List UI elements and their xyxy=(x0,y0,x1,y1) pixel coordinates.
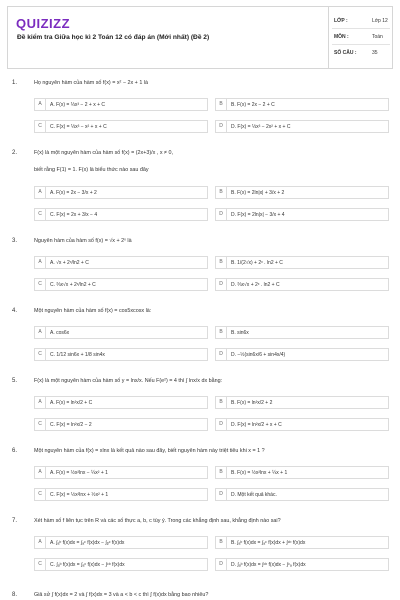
question-number: 4. xyxy=(12,308,18,314)
option-a[interactable] xyxy=(34,186,208,199)
option-letter: C xyxy=(35,419,46,430)
option-letter: B xyxy=(216,467,227,478)
option-letter: D xyxy=(216,121,227,132)
meta-subject-label: MÔN : xyxy=(334,34,349,40)
question-text: Một nguyên hàm của f(x) = xlnx là kết quả nào sau đây, biết nguyên hàm này triệt tiêu khi x = 1 ? xyxy=(34,448,265,454)
option-c[interactable] xyxy=(34,120,208,133)
option-letter: B xyxy=(216,99,227,110)
option-letter: A xyxy=(35,99,46,110)
option-d[interactable] xyxy=(215,348,389,361)
question-text-line-2: biết rằng F(1) = 1. F(x) là biểu thức nào sau đây xyxy=(34,167,149,173)
option-b[interactable] xyxy=(215,466,389,479)
option-letter: B xyxy=(216,257,227,268)
question-number: 5. xyxy=(12,378,18,384)
option-text: D. F(x) = ln²x/2 + x + C xyxy=(231,422,282,428)
option-text: C. ∫ₐᵇ f(x)dx = ∫ₐᶜ f(x)dx − ∫ᶜᵇ f(x)dx xyxy=(50,562,125,568)
option-text: D. −½(sin6x/6 + sin4x/4) xyxy=(231,352,286,358)
question-number: 3. xyxy=(12,238,18,244)
quizizz-logo: QUIZIZZ xyxy=(16,16,71,31)
option-text: C. ⅔x√x + 2ˣ/ln2 + C xyxy=(50,282,96,288)
option-letter: D xyxy=(216,559,227,570)
question-number: 1. xyxy=(12,80,18,86)
option-letter: B xyxy=(216,327,227,338)
question-text: Giả sử ∫ f(x)dx = 2 và ∫ f(x)dx = 3 và a < b < c thì ∫ f(x)dx bằng bao nhiêu? xyxy=(34,592,209,598)
option-letter: D xyxy=(216,419,227,430)
option-d[interactable] xyxy=(215,418,389,431)
option-text: C. F(x) = ⅓x³ − x² + x + C xyxy=(50,124,107,130)
option-b[interactable] xyxy=(215,326,389,339)
option-c[interactable] xyxy=(34,418,208,431)
meta-class-value: Lớp 12 xyxy=(372,18,388,24)
meta-count-label: SỐ CÂU : xyxy=(334,50,357,56)
option-letter: D xyxy=(216,489,227,500)
option-c[interactable] xyxy=(34,558,208,571)
meta-class-label: LỚP : xyxy=(334,18,348,24)
meta-count-value: 35 xyxy=(372,50,378,56)
option-c[interactable] xyxy=(34,488,208,501)
question-text: Xét hàm số f liên tục trên R và các số thực a, b, c tùy ý. Trong các khẳng định sau, khẳng định nào sai? xyxy=(34,518,281,524)
option-text: C. F(x) = 2x + 3/x − 4 xyxy=(50,212,98,218)
option-text: D. F(x) = ⅓x³ − 2x² + x + C xyxy=(231,124,291,130)
question-text: F(x) là một nguyên hàm của hàm số f(x) = (2x+3)/x , x ≠ 0, xyxy=(34,150,173,156)
option-text: A. F(x) = ln²x/2 + C xyxy=(50,400,93,406)
option-b[interactable] xyxy=(215,536,389,549)
option-text: B. F(x) = ½x²lnx + ¼x + 1 xyxy=(231,470,288,476)
option-text: B. F(x) = 2x − 2 + C xyxy=(231,102,275,108)
option-a[interactable] xyxy=(34,396,208,409)
option-letter: C xyxy=(35,489,46,500)
option-a[interactable] xyxy=(34,536,208,549)
option-text: A. ∫ₐᵇ f(x)dx = ∫ₐᶜ f(x)dx − ∫ᵦᶜ f(x)dx xyxy=(50,540,125,546)
option-letter: C xyxy=(35,349,46,360)
option-d[interactable] xyxy=(215,278,389,291)
option-d[interactable] xyxy=(215,120,389,133)
question-text: Nguyên hàm của hàm số f(x) = √x + 2ˣ là xyxy=(34,238,132,244)
option-d[interactable] xyxy=(215,488,389,501)
option-text: D. F(x) = 2ln|x| − 3/x + 4 xyxy=(231,212,285,218)
meta-class-row xyxy=(330,13,392,29)
option-a[interactable] xyxy=(34,326,208,339)
option-letter: C xyxy=(35,209,46,220)
option-text: D. ∫ₐᵇ f(x)dx = ∫ᶜᵇ f(x)dx − ∫ᶜₐ f(x)dx xyxy=(231,562,306,568)
option-letter: D xyxy=(216,349,227,360)
option-d[interactable] xyxy=(215,208,389,221)
question-number: 2. xyxy=(12,150,18,156)
option-letter: A xyxy=(35,537,46,548)
option-c[interactable] xyxy=(34,208,208,221)
option-a[interactable] xyxy=(34,466,208,479)
option-text: B. F(x) = ln²x/2 + 2 xyxy=(231,400,273,406)
option-a[interactable] xyxy=(34,98,208,111)
option-text: C. F(x) = ½x²lnx + ½x² + 1 xyxy=(50,492,109,498)
meta-divider xyxy=(328,7,329,68)
option-text: D. Một kết quả khác. xyxy=(231,492,277,498)
option-text: A. F(x) = ⅓x³ − 2 + x + C xyxy=(50,102,106,108)
option-text: C. F(x) = ln²x/2 − 2 xyxy=(50,422,92,428)
option-letter: A xyxy=(35,397,46,408)
option-text: B. sin6x xyxy=(231,330,249,336)
option-c[interactable] xyxy=(34,348,208,361)
option-letter: C xyxy=(35,279,46,290)
question-text: Họ nguyên hàm của hàm số f(x) = x² − 2x + 1 là xyxy=(34,80,149,86)
option-text: C. 1/12 sin6x + 1/8 sin4x xyxy=(50,352,105,358)
option-text: D. ⅔x√x + 2ˣ . ln2 + C xyxy=(231,282,280,288)
option-b[interactable] xyxy=(215,256,389,269)
option-d[interactable] xyxy=(215,558,389,571)
option-letter: D xyxy=(216,279,227,290)
option-c[interactable] xyxy=(34,278,208,291)
meta-subject-row xyxy=(330,29,392,45)
question-text: Một nguyên hàm của hàm số f(x) = cos5xcosx là: xyxy=(34,308,152,314)
option-text: A. F(x) = 2x − 3/x + 2 xyxy=(50,190,97,196)
option-b[interactable] xyxy=(215,396,389,409)
option-letter: A xyxy=(35,327,46,338)
meta-count-row xyxy=(330,45,392,61)
option-a[interactable] xyxy=(34,256,208,269)
option-b[interactable] xyxy=(215,186,389,199)
option-text: A. √x + 2ˣ/ln2 + C xyxy=(50,260,89,266)
option-text: A. cos6x xyxy=(50,330,70,336)
option-b[interactable] xyxy=(215,98,389,111)
question-number: 6. xyxy=(12,448,18,454)
question-number: 8. xyxy=(12,592,18,598)
option-letter: A xyxy=(35,467,46,478)
question-number: 7. xyxy=(12,518,18,524)
option-letter: B xyxy=(216,397,227,408)
option-text: B. 1/(2√x) + 2ˣ . ln2 + C xyxy=(231,260,283,266)
option-letter: D xyxy=(216,209,227,220)
option-letter: A xyxy=(35,257,46,268)
option-letter: A xyxy=(35,187,46,198)
option-letter: B xyxy=(216,187,227,198)
option-letter: C xyxy=(35,121,46,132)
worksheet-title: Đề kiểm tra Giữa học kì 2 Toán 12 có đáp án (Mới nhất) (Đề 2) xyxy=(17,34,210,41)
option-letter: B xyxy=(216,537,227,548)
meta-subject-value: Toán xyxy=(372,34,383,40)
option-letter: C xyxy=(35,559,46,570)
option-text: A. F(x) = ½x²lnx − ¼x² + 1 xyxy=(50,470,108,476)
worksheet-header xyxy=(7,6,393,69)
question-text: F(x) là một nguyên hàm của hàm số y = lnx/x. Nếu F(e²) = 4 thì ∫ lnx/x dx bằng: xyxy=(34,378,223,384)
option-text: B. ∫ₐᵇ f(x)dx = ∫ₐᶜ f(x)dx + ∫ᶜᵇ f(x)dx xyxy=(231,540,306,546)
option-text: B. F(x) = 2ln|x| + 3/x + 2 xyxy=(231,190,285,196)
